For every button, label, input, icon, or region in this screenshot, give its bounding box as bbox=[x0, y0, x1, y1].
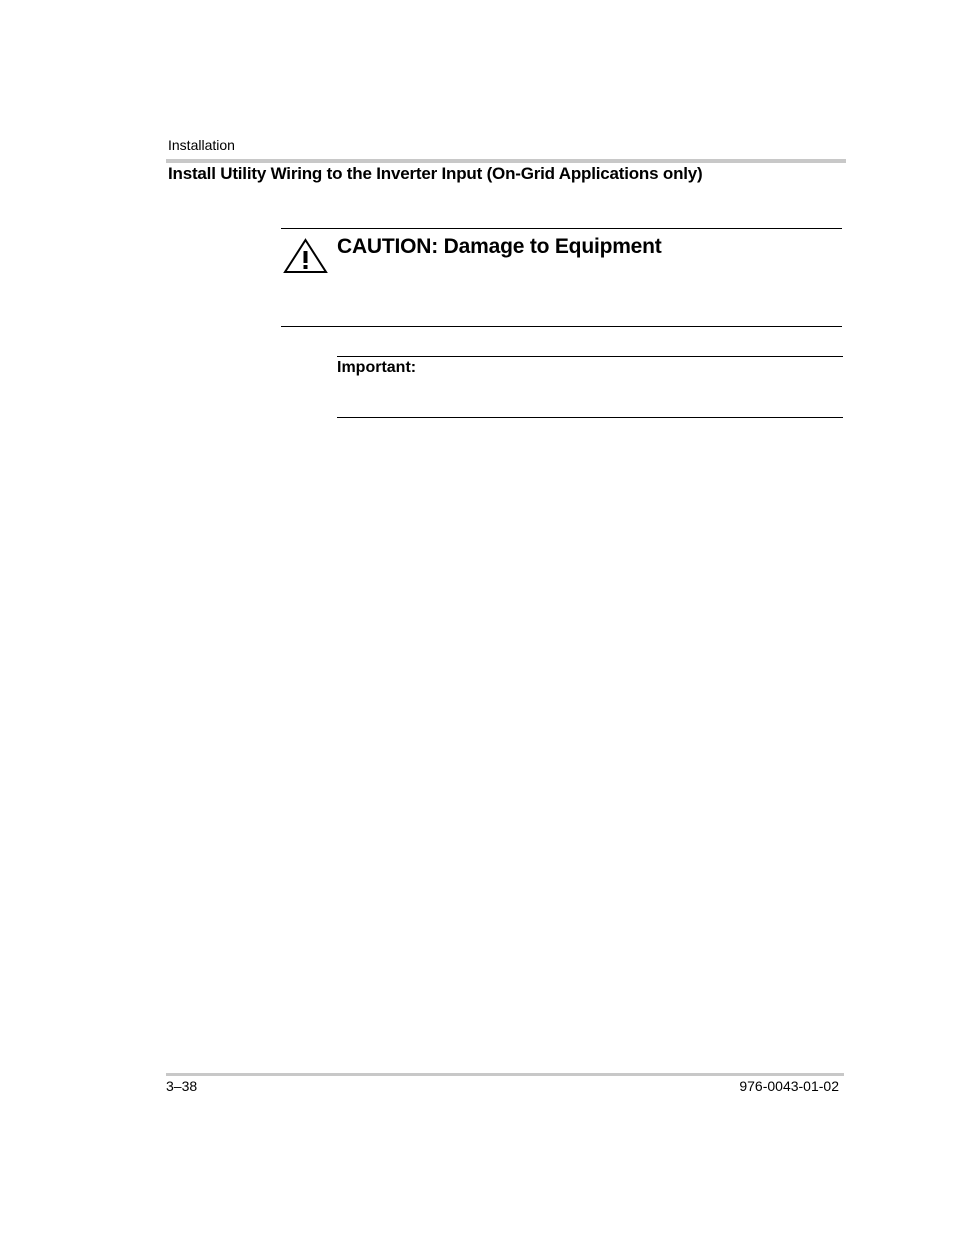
important-bottom-rule bbox=[337, 417, 843, 418]
document-number: 976-0043-01-02 bbox=[739, 1078, 839, 1094]
warning-triangle-icon bbox=[283, 238, 328, 274]
section-title: Install Utility Wiring to the Inverter Input (On-Grid Applications only) bbox=[168, 164, 703, 183]
section-header-label: Installation bbox=[168, 137, 235, 153]
caution-title: CAUTION: Damage to Equipment bbox=[337, 235, 662, 258]
important-top-rule bbox=[337, 356, 843, 357]
caution-top-rule bbox=[281, 228, 842, 229]
page-number: 3–38 bbox=[166, 1078, 198, 1094]
caution-bottom-rule bbox=[281, 326, 842, 327]
important-label: Important: bbox=[337, 359, 417, 376]
footer-divider bbox=[166, 1073, 844, 1076]
